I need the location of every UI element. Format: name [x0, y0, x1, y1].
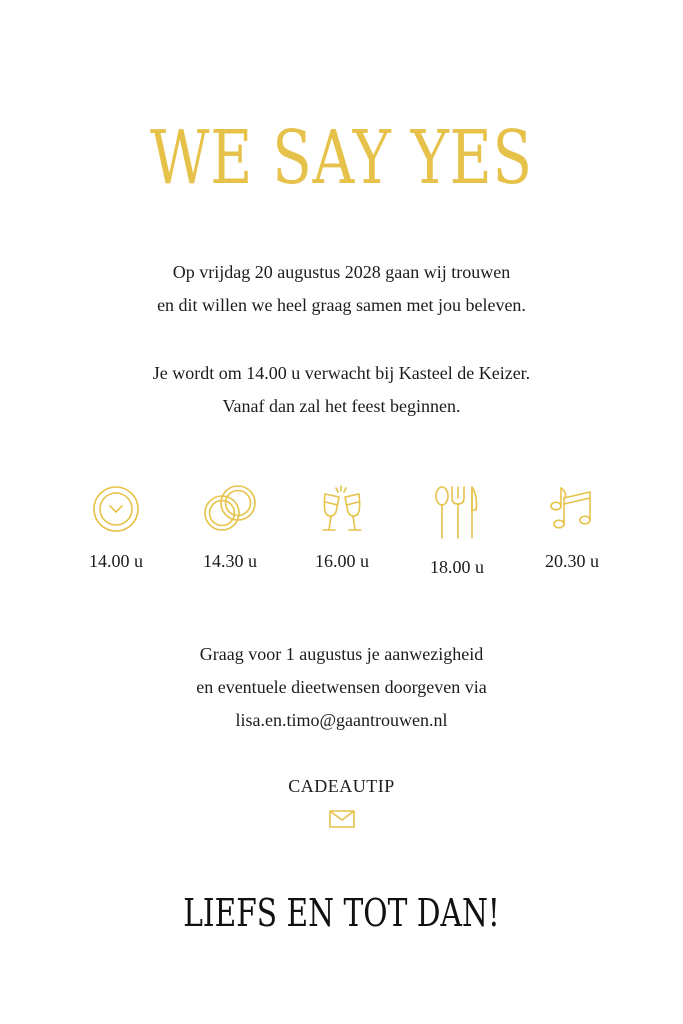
program-time: 14.30 u	[203, 551, 257, 571]
program-time: 14.00 u	[89, 551, 143, 571]
intro-line-2: en dit willen we heel graag samen met jou beleven.	[157, 295, 526, 315]
venue-line-1: Je wordt om 14.00 u verwacht bij Kasteel de Keizer.	[152, 363, 531, 383]
rsvp-line-1: Graag voor 1 augustus je aanwezigheid	[199, 644, 484, 664]
program-item-ceremony-start	[61, 484, 171, 572]
program-item-party	[517, 484, 627, 572]
intro-text	[0, 256, 683, 322]
venue-line-2: Vanaf dan zal het feest beginnen.	[222, 396, 461, 416]
gift-tip-label: CADEAUTIP	[288, 776, 395, 796]
program-item-rings	[175, 484, 285, 572]
invitation-title: WE SAY YES	[150, 115, 533, 201]
program-time: 16.00 u	[315, 551, 369, 571]
cutlery-icon	[432, 484, 482, 540]
intro-line-1: Op vrijdag 20 augustus 2028 gaan wij trouwen	[172, 262, 511, 282]
rings-icon	[200, 484, 260, 534]
champagne-glasses-icon	[317, 484, 367, 534]
venue-text	[0, 357, 683, 423]
rsvp-email[interactable]: lisa.en.timo@gaantrouwen.nl	[235, 710, 448, 730]
program-item-reception	[287, 484, 397, 572]
rsvp-line-2: en eventuele dieetwensen doorgeven via	[196, 677, 487, 697]
closing-message: LIEFS EN TOT DAN!	[183, 891, 500, 935]
rsvp-text	[0, 638, 683, 737]
clock-icon	[91, 484, 141, 534]
envelope-icon	[329, 810, 355, 828]
music-notes-icon	[547, 484, 597, 534]
program-item-dinner	[402, 484, 512, 578]
program-time: 18.00 u	[430, 557, 484, 577]
program-time: 20.30 u	[545, 551, 599, 571]
program-timeline	[0, 484, 683, 584]
